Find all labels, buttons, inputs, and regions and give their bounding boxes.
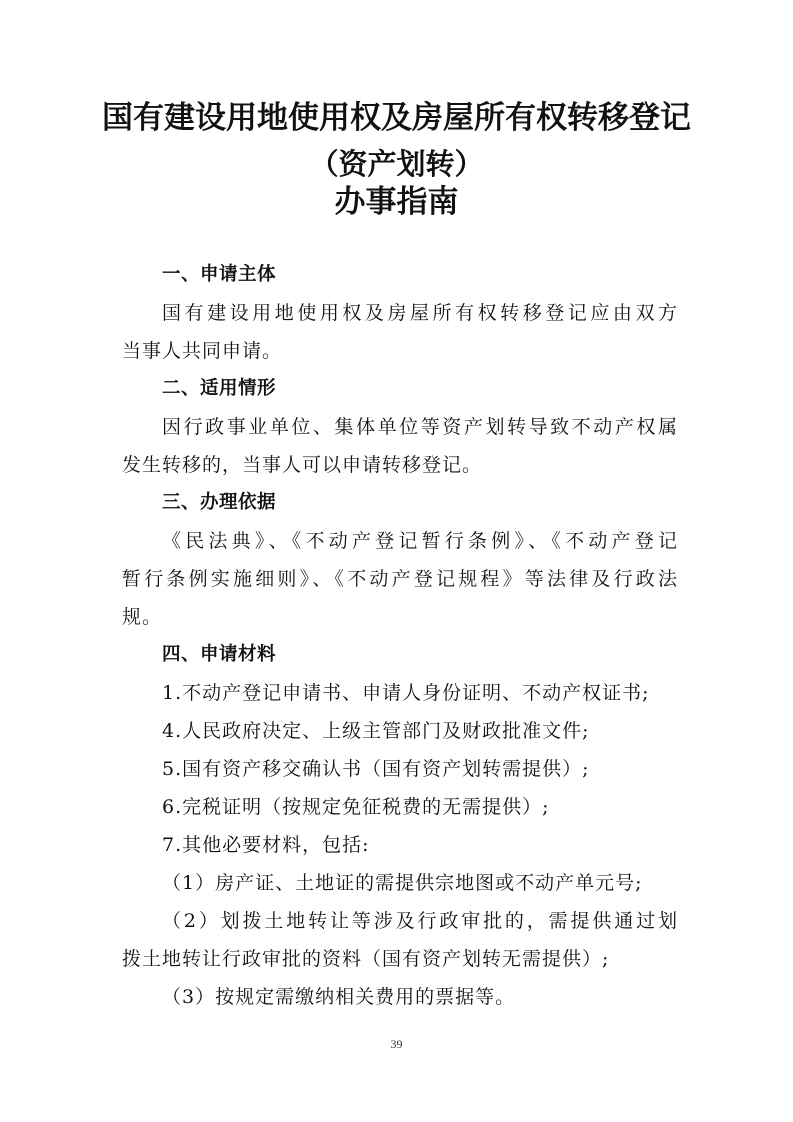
paragraph-line: 暂行条例实施细则》、《不动产登记规程》等法律及行政法	[122, 568, 678, 590]
document-subtitle: （资产划转）	[309, 147, 484, 181]
paragraph-line: 因行政事业单位、集体单位等资产划转导致不动产权属	[162, 416, 678, 438]
list-item: 7.其他必要材料，包括:	[162, 834, 370, 856]
section-heading-legal-basis: 三、办理依据	[162, 492, 277, 513]
paragraph-line: 发生转移的，当事人可以申请转移登记。	[122, 454, 483, 476]
document-body	[122, 256, 678, 1016]
section-heading-applicable-cases: 二、适用情形	[162, 378, 277, 399]
paragraph-line: 规。	[122, 606, 163, 628]
sub-list-item: （1）房产证、土地证的需提供宗地图或不动产单元号;	[162, 872, 643, 894]
sub-list-item: （3）按规定需缴纳相关费用的票据等。	[162, 986, 516, 1008]
list-item: 1.不动产登记申请书、申请人身份证明、不动产权证书;	[162, 682, 650, 704]
page-number: 39	[390, 1037, 403, 1051]
list-item: 4.人民政府决定、上级主管部门及财政批准文件;	[162, 720, 590, 742]
sub-list-item: （2）划拨土地转让等涉及行政审批的，需提供通过划	[162, 910, 678, 932]
document-title: 国有建设用地使用权及房屋所有权转移登记	[102, 100, 691, 136]
list-item: 6.完税证明（按规定免征税费的无需提供）;	[162, 796, 550, 818]
section-heading-materials: 四、申请材料	[162, 644, 277, 665]
list-item: 5.国有资产移交确认书（国有资产划转需提供）;	[162, 758, 590, 780]
paragraph-line: 国有建设用地使用权及房屋所有权转移登记应由双方	[162, 302, 678, 324]
section-heading-applicant: 一、申请主体	[162, 264, 277, 285]
document-title-guide: 办事指南	[334, 184, 459, 220]
paragraph-line: 《民法典》、《不动产登记暂行条例》、《不动产登记	[162, 530, 678, 552]
paragraph-line: 当事人共同申请。	[122, 340, 283, 362]
paragraph-line: 拨土地转让行政审批的资料（国有资产划转无需提供）;	[122, 948, 610, 970]
